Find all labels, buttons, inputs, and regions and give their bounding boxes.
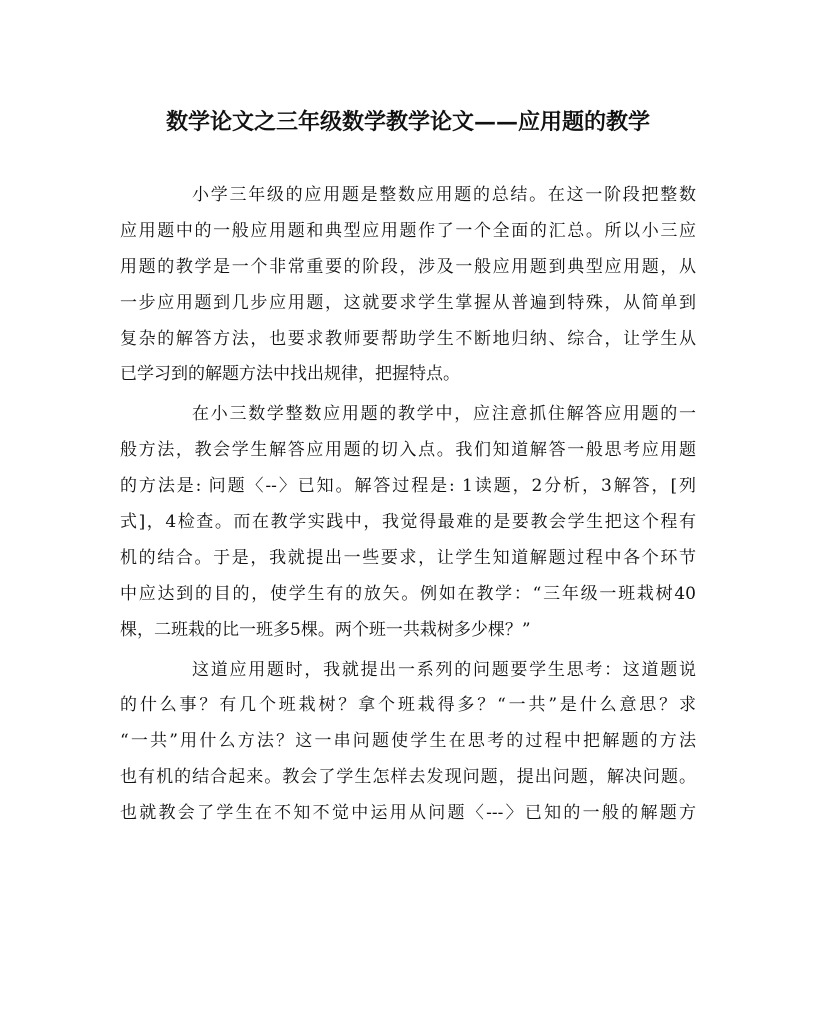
paragraph-line: 也就教会了学生在不知不觉中运用从问题〈---〉已知的一般的解题方 (120, 803, 696, 824)
paragraph-1 (120, 178, 696, 393)
paragraph-line: 中应达到的目的，使学生有的放矢。例如在教学：“三年级一班栽树40 (120, 583, 696, 604)
paragraph-line: 的什么事？有几个班栽树？拿个班栽得多？“一共”是什么意思？求 (120, 695, 696, 716)
paragraph-line: 机的结合。于是，我就提出一些要求，让学生知道解题过程中各个环节 (120, 547, 696, 568)
paragraph-line: 在小三数学整数应用题的教学中，应注意抓住解答应用题的一 (192, 404, 696, 425)
paragraph-line: 棵，二班栽的比一班多5棵。两个班一共栽树多少棵？” (120, 619, 531, 640)
paragraph-line: 用题的教学是一个非常重要的阶段，涉及一般应用题到典型应用题，从 (120, 256, 696, 277)
document-body (120, 178, 696, 832)
paragraph-line: “一共”用什么方法？这一串问题使学生在思考的过程中把解题的方法 (120, 731, 696, 752)
paragraph-line: 式]，4检查。而在教学实践中，我觉得最难的是要教会学生把这个程有 (120, 512, 696, 533)
paragraph-3 (120, 653, 696, 832)
paragraph-line: 小学三年级的应用题是整数应用题的总结。在这一阶段把整数 (192, 185, 696, 205)
document-title: 数学论文之三年级数学教学论文——应用题的教学 (165, 109, 650, 135)
paragraph-line: 一步应用题到几步应用题，这就要求学生掌握从普遍到特殊，从简单到 (120, 292, 696, 313)
paragraph-line: 的方法是: 问题〈--〉已知。解答过程是: 1读题，2分析，3解答，[列 (120, 476, 696, 497)
paragraph-line: 已学习到的解题方法中找出规律，把握特点。 (120, 364, 460, 385)
paragraph-line: 也有机的结合起来。教会了学生怎样去发现问题，提出问题，解决问题。 (120, 767, 696, 788)
paragraph-line: 这道应用题时，我就提出一系列的问题要学生思考：这道题说 (192, 659, 696, 680)
paragraph-line: 复杂的解答方法，也要求教师要帮助学生不断地归纳、综合，让学生从 (120, 328, 696, 349)
paragraph-2 (120, 397, 696, 648)
paragraph-line: 般方法，教会学生解答应用题的切入点。我们知道解答一般思考应用题 (120, 440, 696, 461)
paragraph-line: 应用题中的一般应用题和典型应用题作了一个全面的汇总。所以小三应 (120, 220, 696, 241)
